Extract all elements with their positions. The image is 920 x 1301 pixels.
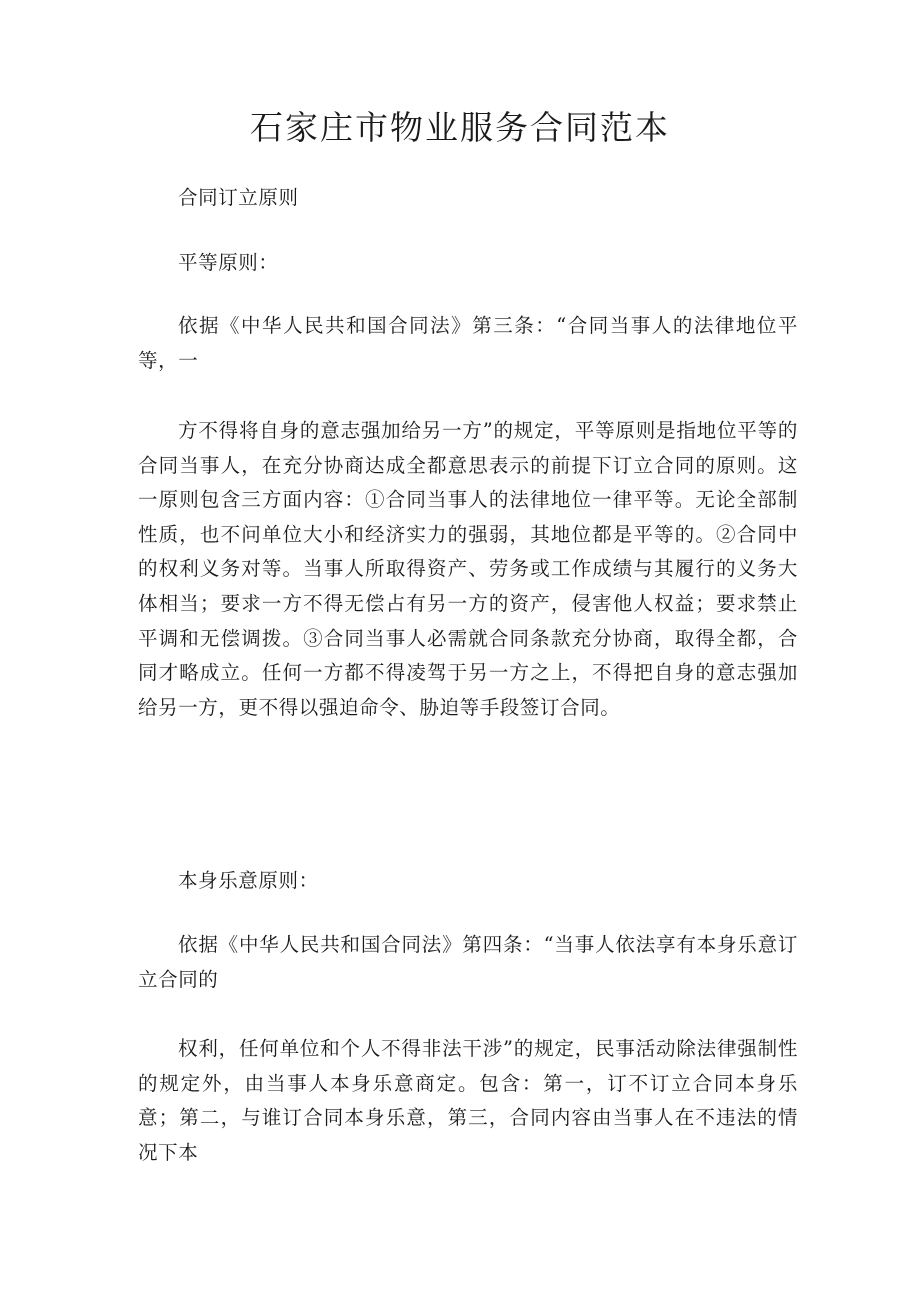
paragraph-equality-explanation: 方不得将自身的意志强加给另一方”的规定，平等原则是指地位平等的合同当事人，在充分协商达成全都意思表示的前提下订立合同的原则。这一原则包含三方面内容：①合同当事人的法律地位一律平等。无论全部制性质，也不问单位大小和经济实力的强弱，其地位都是平等的。②合同中的权利义务对等。当事人所取得资产、劳务或工作成绩与其履行的义务大体相当；要求一方不得无偿占有另一方的资产，侵害他人权益；要求禁止平调和无偿调拨。③合同当事人必需就合同条款充分协商，取得全都，合同才略成立。任何一方都不得凌驾于另一方之上，不得把自身的意志强加给另一方，更不得以强迫命令、胁迫等手段签订合同。 bbox=[138, 419, 798, 719]
section-heading-contract-principles: 合同订立原则 bbox=[178, 186, 299, 209]
subheading-equality-principle: 平等原则： bbox=[178, 251, 279, 274]
paragraph-voluntary-explanation: 权利，任何单位和个人不得非法干涉”的规定，民事活动除法律强制性的规定外，由当事人本身乐意商定。包含：第一，订不订立合同本身乐意；第二，与谁订合同本身乐意，第三，合同内容由当事人在不违法的情况下本 bbox=[138, 1037, 798, 1164]
paragraph-article-3-quote: 依据《中华人民共和国合同法》第三条：“合同当事人的法律地位平等，一 bbox=[138, 314, 798, 372]
document-title: 石家庄市物业服务合同范本 bbox=[250, 108, 670, 147]
paragraph-article-4-quote: 依据《中华人民共和国合同法》第四条：“当事人依法享有本身乐意订立合同的 bbox=[138, 933, 798, 991]
subheading-voluntary-principle: 本身乐意原则： bbox=[178, 869, 319, 892]
